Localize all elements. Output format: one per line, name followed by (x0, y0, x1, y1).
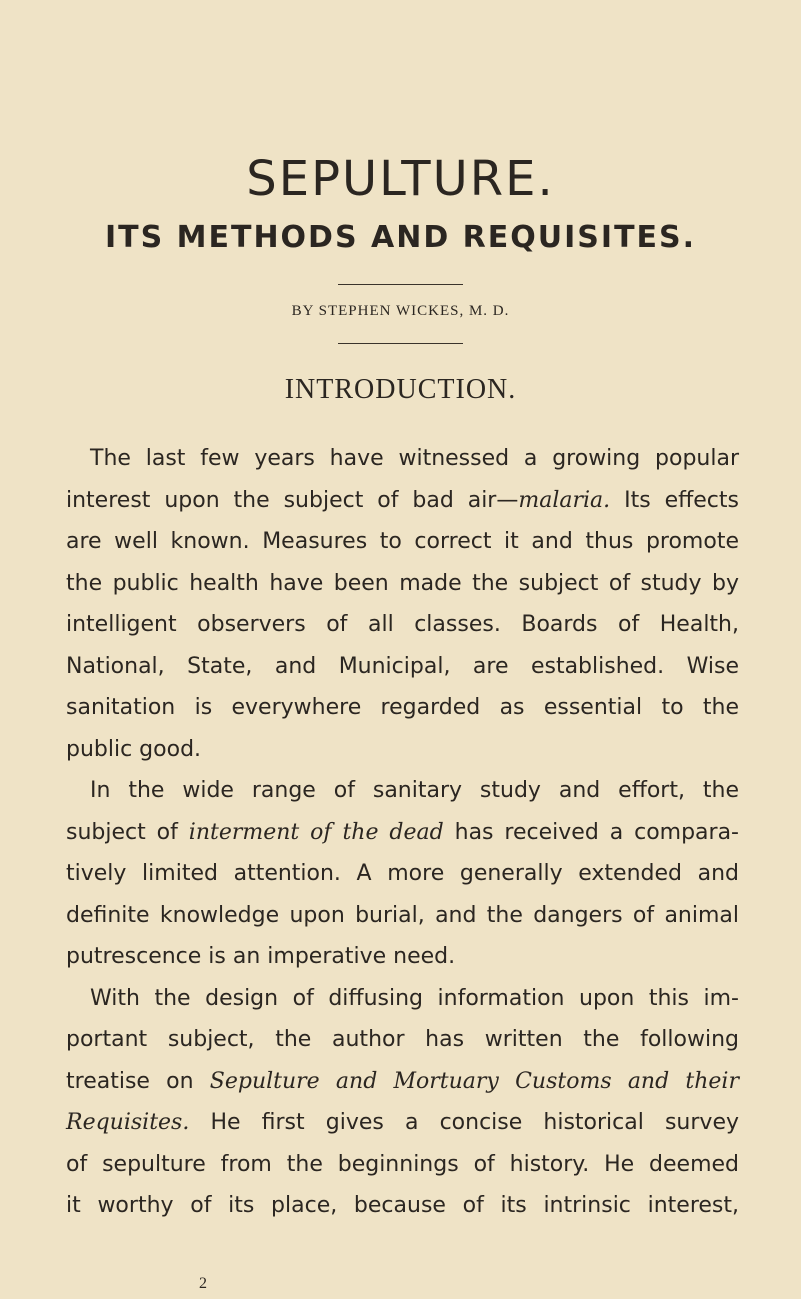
text-line: are well known. Measures to correct it and thus promote (66, 529, 739, 554)
text-line: sanitation is everywhere regarded as essential to the (66, 695, 739, 720)
italic-text: malaria. (518, 487, 611, 513)
text-line: The last few years have witnessed a growing popular (90, 446, 739, 471)
divider-bottom (338, 343, 463, 344)
text-line: National, State, and Municipal, are established. Wise (66, 653, 739, 679)
divider-top (338, 284, 463, 285)
body-text (66, 438, 739, 1227)
text-line: putrescence is an imperative need. (66, 944, 456, 969)
italic-text: Sepulture and Mortuary Customs and their (209, 1068, 739, 1094)
text-span: subject of (66, 819, 189, 845)
italic-text: interment of the dead (188, 819, 444, 845)
paragraph-3 (66, 978, 739, 1227)
section-heading: INTRODUCTION. (284, 374, 517, 405)
text-line: tively limited attention. A more generally extended and (66, 861, 739, 886)
text-span: has received a compara- (443, 819, 739, 845)
text-line (66, 812, 739, 854)
author-byline: BY STEPHEN WICKES, M. D. (291, 303, 510, 319)
text-line: the public health have been made the subject of study by (66, 570, 739, 596)
text-span: interest upon the subject of bad air— (66, 487, 519, 513)
paragraph-2 (66, 770, 739, 978)
text-span: Its effects (610, 487, 739, 513)
text-line: portant subject, the author has written the following (66, 1027, 739, 1052)
text-span: He first gives a concise historical survey (189, 1110, 739, 1135)
text-line: public good. (66, 736, 202, 762)
italic-text: Requisites. (66, 1110, 190, 1135)
text-line: of sepulture from the beginnings of history. He deemed (66, 1151, 739, 1177)
text-line (66, 480, 739, 522)
page-title: SEPULTURE. (246, 151, 555, 207)
text-line: definite knowledge upon burial, and the dangers of animal (66, 902, 739, 928)
text-line: it worthy of its place, because of its intrinsic interest, (66, 1193, 739, 1218)
paragraph-1 (66, 438, 739, 770)
text-line (66, 1102, 739, 1144)
page-subtitle: ITS METHODS AND REQUISITES. (104, 220, 697, 255)
text-line (66, 1061, 739, 1103)
text-line: With the design of diffusing information upon this im- (90, 985, 739, 1011)
text-line: In the wide range of sanitary study and effort, the (90, 778, 739, 803)
page-number: 2 (199, 1275, 207, 1292)
text-span: treatise on (66, 1068, 210, 1094)
text-line: intelligent observers of all classes. Boards of Health, (66, 612, 739, 637)
